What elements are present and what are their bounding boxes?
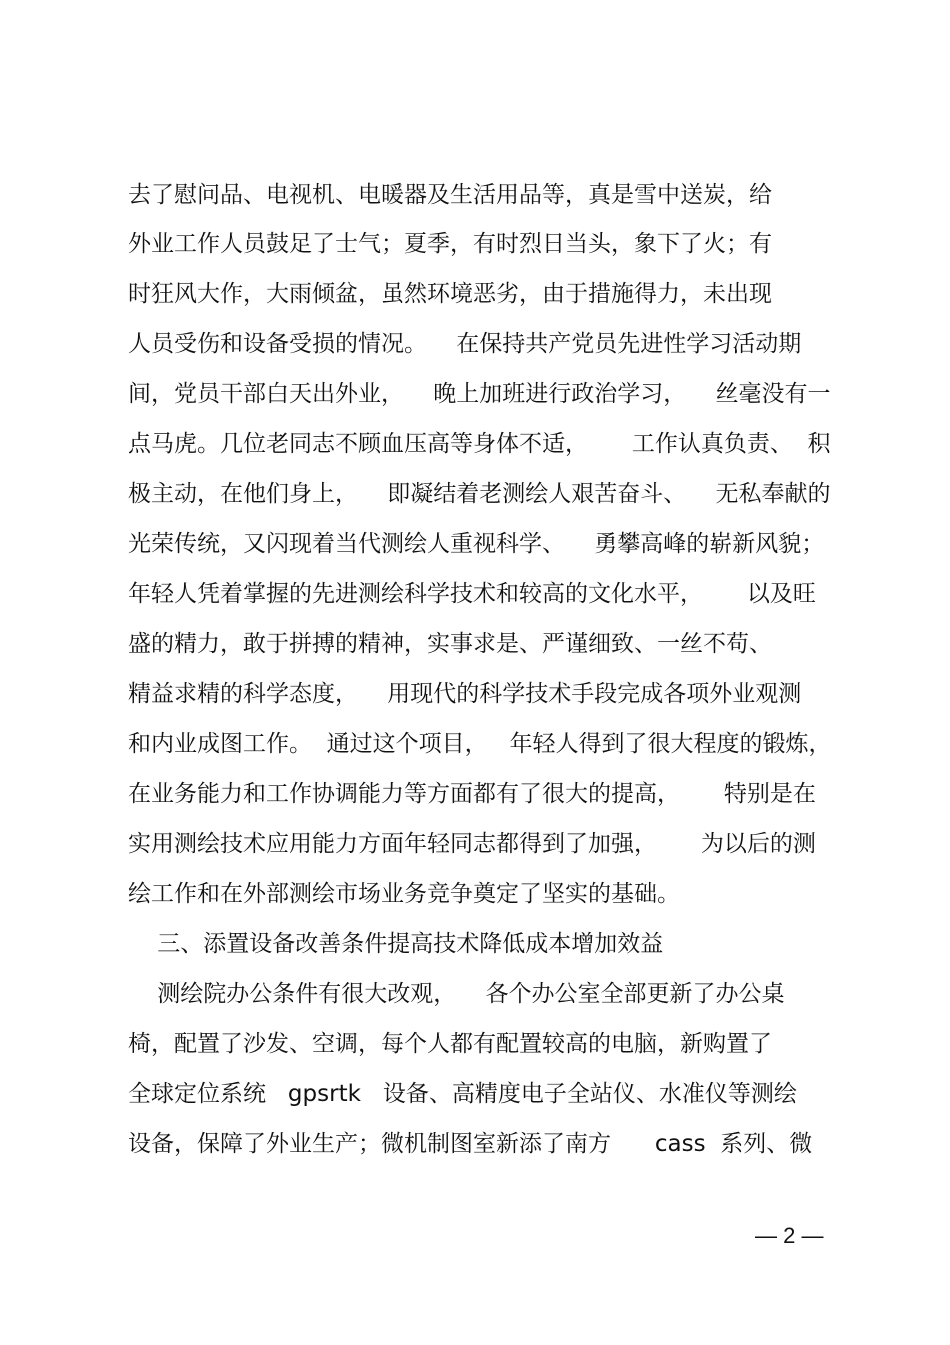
text-line: 人员受伤和设备受损的情况。 在保持共产党员先进性学习活动期 [128,331,802,357]
text-line: 外业工作人员鼓足了士气；夏季，有时烈日当头，象下了火；有 [128,231,772,257]
text-line: 极主动，在他们身上， 即凝结着老测绘人艰苦奋斗、 无私奉献的 [128,481,831,507]
text-line: 时狂风大作，大雨倾盆，虽然环境恶劣，由于措施得力，未出现 [128,281,772,307]
text-line: 全球定位系统 gpsrtk 设备、高精度电子全站仪、水准仪等测绘 [128,1081,797,1107]
text-line: 去了慰问品、电视机、电暖器及生活用品等，真是雪中送炭，给 [128,182,772,208]
section-heading: 三、添置设备改善条件提高技术降低成本增加效益 [128,931,664,957]
text-line: 测绘院办公条件有很大改观， 各个办公室全部更新了办公桌 [128,981,785,1007]
text-line: 点马虎。几位老同志不顾血压高等身体不适， 工作认真负责、 积 [128,431,831,457]
text-line: 绘工作和在外部测绘市场业务竞争奠定了坚实的基础。 [128,881,680,907]
page-number: — 2 — [755,1223,824,1248]
text-line: 和内业成图工作。 通过这个项目， 年轻人得到了很大程度的锻炼， [128,731,832,757]
text-line: 设备，保障了外业生产；微机制图室新添了南方 cass 系列、微 [128,1131,813,1157]
text-line: 实用测绘技术应用能力方面年轻同志都得到了加强， 为以后的测 [128,831,816,857]
text-line: 光荣传统，又闪现着当代测绘人重视科学、 勇攀高峰的崭新风貌； [128,531,825,557]
text-line: 间，党员干部白天出外业， 晚上加班进行政治学习， 丝毫没有一 [128,381,831,407]
text-line: 年轻人凭着掌握的先进测绘科学技术和较高的文化水平， 以及旺 [128,581,816,607]
text-line: 精益求精的科学态度， 用现代的科学技术手段完成各项外业观测 [128,681,802,707]
text-line: 在业务能力和工作协调能力等方面都有了很大的提高， 特别是在 [128,781,816,807]
text-line: 椅，配置了沙发、空调，每个人都有配置较高的电脑，新购置了 [128,1031,772,1057]
text-line: 盛的精力，敢于拼搏的精神，实事求是、严谨细致、一丝不苟、 [128,631,772,657]
